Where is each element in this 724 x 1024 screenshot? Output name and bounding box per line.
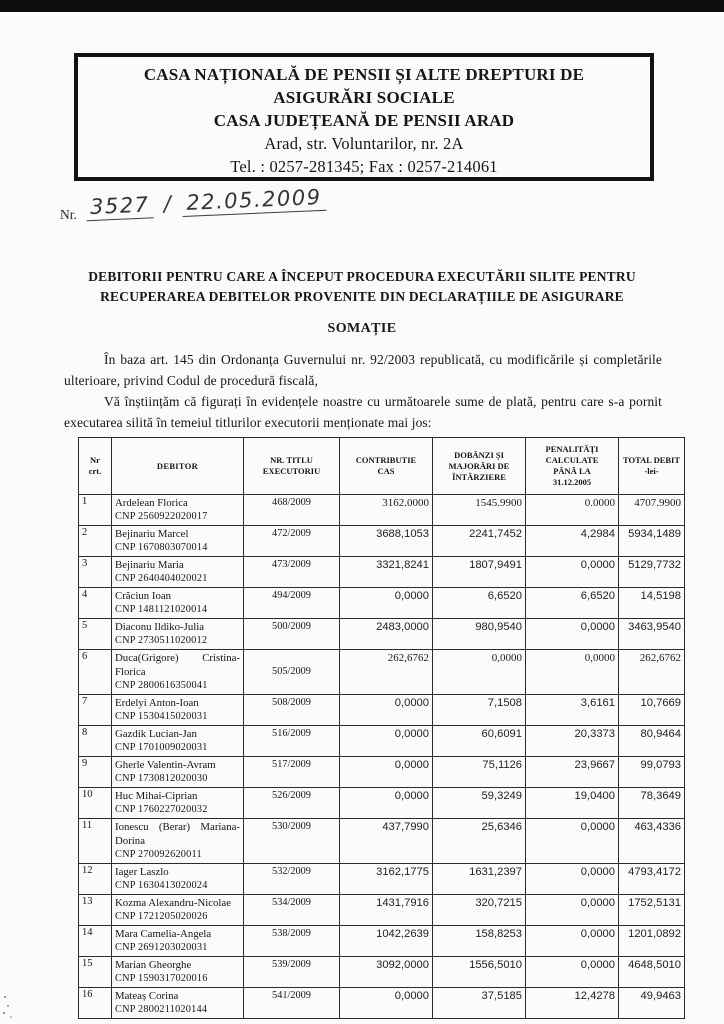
- row-number-cell: 7: [79, 695, 112, 726]
- debtor-name: Diaconu Ildiko-Julia: [115, 621, 205, 633]
- debtor-cell: [112, 526, 244, 557]
- debtor-cell: [112, 695, 244, 726]
- table-row: [79, 957, 685, 988]
- contributie-cas-cell: 3688,1053: [340, 526, 433, 557]
- scan-artifact-top-band: [0, 0, 724, 12]
- contributie-cas-cell: 437,7990: [340, 819, 433, 864]
- total-debit-cell: 4793,4172: [619, 864, 685, 895]
- debtor-name: Duca(Grigore) Cristina-Florica: [115, 652, 240, 678]
- row-number-cell: 16: [79, 988, 112, 1019]
- debtor-cnp: CNP 1701009020031: [115, 742, 208, 753]
- dobanzi-majorari-cell: 60,6091: [433, 726, 526, 757]
- debtor-cell: [112, 650, 244, 695]
- total-debit-cell: 80,9464: [619, 726, 685, 757]
- row-number-cell: 13: [79, 895, 112, 926]
- debtor-name: Gazdik Lucian-Jan: [115, 728, 197, 740]
- table-row: [79, 895, 685, 926]
- debtor-cell: [112, 495, 244, 526]
- titlu-executoriu-cell: 473/2009: [244, 557, 340, 588]
- debtor-cnp: CNP 2730511020012: [115, 635, 208, 646]
- dobanzi-majorari-cell: 0,0000: [433, 650, 526, 695]
- debtor-cnp: CNP 2800616350041: [115, 680, 208, 691]
- debtor-cnp: CNP 270092620011: [115, 849, 202, 860]
- dobanzi-majorari-cell: 980,9540: [433, 619, 526, 650]
- document-title-line1: DEBITORII PENTRU CARE A ÎNCEPUT PROCEDURA EXECUTĂRII SILITE PENTRU: [88, 269, 636, 284]
- table-row: [79, 495, 685, 526]
- debtor-name: Gherle Valentin-Avram: [115, 759, 216, 771]
- titlu-executoriu-cell: 494/2009: [244, 588, 340, 619]
- table-row: [79, 757, 685, 788]
- contributie-cas-cell: 3162,1775: [340, 864, 433, 895]
- scan-artifact-speckles: [4, 996, 6, 998]
- penalitati-cell: 12,4278: [526, 988, 619, 1019]
- table-row: [79, 819, 685, 864]
- row-number-cell: 12: [79, 864, 112, 895]
- table-row: [79, 526, 685, 557]
- debtor-cell: [112, 926, 244, 957]
- total-debit-cell: 49,9463: [619, 988, 685, 1019]
- debtor-cell: [112, 819, 244, 864]
- total-debit-cell: 463,4336: [619, 819, 685, 864]
- debtor-cnp: CNP 1670803070014: [115, 542, 208, 553]
- document-subtitle: SOMAȚIE: [327, 321, 397, 336]
- dobanzi-majorari-cell: 1556,5010: [433, 957, 526, 988]
- penalitati-cell: 6,6520: [526, 588, 619, 619]
- document-title: [79, 267, 645, 306]
- debtor-cnp: CNP 1590317020016: [115, 973, 208, 984]
- penalitati-cell: 23,9667: [526, 757, 619, 788]
- debtor-cnp: CNP 1630413020024: [115, 880, 208, 891]
- dobanzi-majorari-cell: 2241,7452: [433, 526, 526, 557]
- penalitati-cell: 0,0000: [526, 957, 619, 988]
- dobanzi-majorari-cell: 6,6520: [433, 588, 526, 619]
- table-row: [79, 926, 685, 957]
- total-debit-cell: 5934,1489: [619, 526, 685, 557]
- document-title-line2: RECUPERAREA DEBITELOR PROVENITE DIN DECLARAȚIILE DE ASIGURARE: [100, 288, 624, 304]
- debtor-name: Crăciun Ioan: [115, 590, 172, 602]
- dobanzi-majorari-cell: 37,5185: [433, 988, 526, 1019]
- titlu-executoriu-cell: 541/2009: [244, 988, 340, 1019]
- column-header-nr: Nr crt.: [79, 438, 112, 495]
- debtor-cell: [112, 757, 244, 788]
- table-row: [79, 650, 685, 695]
- titlu-executoriu-cell: 530/2009: [244, 819, 340, 864]
- titlu-executoriu-cell: 508/2009: [244, 695, 340, 726]
- dobanzi-majorari-cell: 75,1126: [433, 757, 526, 788]
- debtor-cnp: CNP 2560922020017: [115, 511, 208, 522]
- titlu-executoriu-cell: 538/2009: [244, 926, 340, 957]
- header-row: [79, 438, 685, 495]
- column-header-dobanzi: DOBÂNZI ȘI MAJORĂRI DE ÎNTÂRZIERE: [433, 438, 526, 495]
- penalitati-cell: 0,0000: [526, 619, 619, 650]
- debtor-cnp: CNP 1530415020031: [115, 711, 208, 722]
- contributie-cas-cell: 3092,0000: [340, 957, 433, 988]
- debtor-name: Mateaș Corina: [115, 990, 179, 1002]
- contributie-cas-cell: 0,0000: [340, 588, 433, 619]
- debtor-cell: [112, 619, 244, 650]
- total-debit-cell: 99,0793: [619, 757, 685, 788]
- contributie-cas-cell: 3321,8241: [340, 557, 433, 588]
- handwritten-registration: [86, 185, 327, 221]
- debtors-table-container: [78, 437, 681, 1019]
- titlu-executoriu-cell: 516/2009: [244, 726, 340, 757]
- debtors-table: [78, 437, 685, 1019]
- debtor-cnp: CNP 1760227020032: [115, 804, 208, 815]
- table-row: [79, 988, 685, 1019]
- row-number-cell: 3: [79, 557, 112, 588]
- contributie-cas-cell: 2483,0000: [340, 619, 433, 650]
- debtor-cell: [112, 588, 244, 619]
- debtor-name: Bejinariu Marcel: [115, 528, 189, 540]
- debtor-cell: [112, 957, 244, 988]
- dobanzi-majorari-cell: 7,1508: [433, 695, 526, 726]
- penalitati-cell: 0,0000: [526, 864, 619, 895]
- total-debit-cell: 1752,5131: [619, 895, 685, 926]
- penalitati-cell: 20,3373: [526, 726, 619, 757]
- column-header-titlu: NR. TITLU EXECUTORIU: [244, 438, 340, 495]
- titlu-executoriu-cell: 526/2009: [244, 788, 340, 819]
- dobanzi-majorari-cell: 1631,2397: [433, 864, 526, 895]
- handwritten-registration-number: 3527: [86, 192, 155, 221]
- total-debit-cell: 5129,7732: [619, 557, 685, 588]
- debtor-name: Ionescu (Berar) Mariana-Dorina: [115, 821, 240, 847]
- handwritten-separator: /: [163, 191, 173, 216]
- total-debit-cell: 4707.9900: [619, 495, 685, 526]
- total-debit-cell: 14,5198: [619, 588, 685, 619]
- debtor-name: Ardelean Florica: [115, 497, 188, 509]
- org-address-line: Arad, str. Voluntarilor, nr. 2A: [264, 134, 464, 153]
- titlu-executoriu-cell: 468/2009: [244, 495, 340, 526]
- penalitati-cell: 0,0000: [526, 926, 619, 957]
- row-number-cell: 8: [79, 726, 112, 757]
- debtor-cell: [112, 788, 244, 819]
- debtor-cnp: CNP 1730812020030: [115, 773, 208, 784]
- titlu-executoriu-cell: 517/2009: [244, 757, 340, 788]
- body-paragraphs: [64, 349, 662, 433]
- total-debit-cell: 4648,5010: [619, 957, 685, 988]
- table-row: [79, 788, 685, 819]
- dobanzi-majorari-cell: 59,3249: [433, 788, 526, 819]
- row-number-cell: 5: [79, 619, 112, 650]
- row-number-cell: 2: [79, 526, 112, 557]
- total-debit-cell: 3463,9540: [619, 619, 685, 650]
- notification-paragraph: Vă înștiințăm că figurați în evidențele noastre cu următoarele sume de plată, pentru care s-a pornit executarea silită în temeiul titlurilor executorii menționate mai jos:: [64, 394, 662, 430]
- debtor-name: Kozma Alexandru-Nicolae: [115, 897, 232, 909]
- total-debit-cell: 1201,0892: [619, 926, 685, 957]
- row-number-cell: 4: [79, 588, 112, 619]
- debtor-cell: [112, 988, 244, 1019]
- debtor-name: Bejinariu Maria: [115, 559, 184, 571]
- debtor-name: Huc Mihai-Ciprian: [115, 790, 198, 802]
- debtor-cnp: CNP 1721205020026: [115, 911, 208, 922]
- debtor-name: Marian Gheorghe: [115, 959, 192, 971]
- titlu-executoriu-cell: 534/2009: [244, 895, 340, 926]
- titlu-executoriu-cell: 500/2009: [244, 619, 340, 650]
- debtor-cnp: CNP 1481121020014: [115, 604, 208, 615]
- titlu-executoriu-cell: 532/2009: [244, 864, 340, 895]
- row-number-cell: 9: [79, 757, 112, 788]
- titlu-executoriu-cell: 539/2009: [244, 957, 340, 988]
- contributie-cas-cell: 0,0000: [340, 726, 433, 757]
- row-number-cell: 6: [79, 650, 112, 695]
- debtors-table-body: [79, 495, 685, 1019]
- penalitati-cell: 0,0000: [526, 650, 619, 695]
- penalitati-cell: 3,6161: [526, 695, 619, 726]
- titlu-executoriu-cell: 472/2009: [244, 526, 340, 557]
- penalitati-cell: 0,0000: [526, 895, 619, 926]
- column-header-cas: CONTRIBUTIE CAS: [340, 438, 433, 495]
- table-row: [79, 695, 685, 726]
- debtor-cell: [112, 557, 244, 588]
- titlu-executoriu-cell: 505/2009: [244, 650, 340, 695]
- debtor-cell: [112, 864, 244, 895]
- debtors-table-head: [79, 438, 685, 495]
- debtor-cnp: CNP 2800211020144: [115, 1004, 208, 1015]
- total-debit-cell: 78,3649: [619, 788, 685, 819]
- penalitati-cell: 0.0000: [526, 495, 619, 526]
- debtor-cell: [112, 895, 244, 926]
- row-number-cell: 11: [79, 819, 112, 864]
- column-header-total: TOTAL DEBIT -lei-: [619, 438, 685, 495]
- penalitati-cell: 0,0000: [526, 557, 619, 588]
- column-header-debitor: DEBITOR: [112, 438, 244, 495]
- debtor-cnp: CNP 2691203020031: [115, 942, 208, 953]
- debtor-cnp: CNP 2640404020021: [115, 573, 208, 584]
- debtor-name: Iager Laszlo: [115, 866, 169, 878]
- debtor-cell: [112, 726, 244, 757]
- penalitati-cell: 19,0400: [526, 788, 619, 819]
- dobanzi-majorari-cell: 1807,9491: [433, 557, 526, 588]
- total-debit-cell: 262,6762: [619, 650, 685, 695]
- contributie-cas-cell: 1431,7916: [340, 895, 433, 926]
- row-number-cell: 15: [79, 957, 112, 988]
- contributie-cas-cell: 0,0000: [340, 757, 433, 788]
- handwritten-registration-date: 22.05.2009: [182, 185, 326, 217]
- row-number-cell: 14: [79, 926, 112, 957]
- contributie-cas-cell: 0,0000: [340, 988, 433, 1019]
- debtor-name: Erdelyi Anton-Ioan: [115, 697, 199, 709]
- org-phone-fax-line: Tel. : 0257-281345; Fax : 0257-214061: [230, 157, 498, 176]
- contributie-cas-cell: 1042,2639: [340, 926, 433, 957]
- contributie-cas-cell: 0,0000: [340, 788, 433, 819]
- total-debit-cell: 10,7669: [619, 695, 685, 726]
- table-row: [79, 557, 685, 588]
- org-name-line2: ASIGURĂRI SOCIALE: [273, 88, 455, 107]
- table-row: [79, 619, 685, 650]
- table-row: [79, 864, 685, 895]
- row-number-cell: 10: [79, 788, 112, 819]
- penalitati-cell: 4,2984: [526, 526, 619, 557]
- registration-number-label: Nr.: [60, 207, 77, 222]
- column-header-penalitati: PENALITĂȚI CALCULATE PÂNĂ LA 31.12.2005: [526, 438, 619, 495]
- legal-basis-paragraph: În baza art. 145 din Ordonanța Guvernului nr. 92/2003 republicată, cu modificările și completările ulterioare, privind Codul de procedură fiscală,: [64, 352, 662, 388]
- dobanzi-majorari-cell: 25,6346: [433, 819, 526, 864]
- dobanzi-majorari-cell: 320,7215: [433, 895, 526, 926]
- row-number-cell: 1: [79, 495, 112, 526]
- dobanzi-majorari-cell: 158,8253: [433, 926, 526, 957]
- contributie-cas-cell: 3162.0000: [340, 495, 433, 526]
- contributie-cas-cell: 262,6762: [340, 650, 433, 695]
- dobanzi-majorari-cell: 1545.9900: [433, 495, 526, 526]
- table-row: [79, 726, 685, 757]
- contributie-cas-cell: 0,0000: [340, 695, 433, 726]
- org-name-line1: CASA NAȚIONALĂ DE PENSII ȘI ALTE DREPTURI DE: [143, 65, 585, 84]
- debtor-name: Mara Camelia-Angela: [115, 928, 212, 940]
- letterhead-box: [74, 53, 654, 181]
- penalitati-cell: 0,0000: [526, 819, 619, 864]
- table-row: [79, 588, 685, 619]
- org-branch-line: CASA JUDEȚEANĂ DE PENSII ARAD: [213, 111, 515, 130]
